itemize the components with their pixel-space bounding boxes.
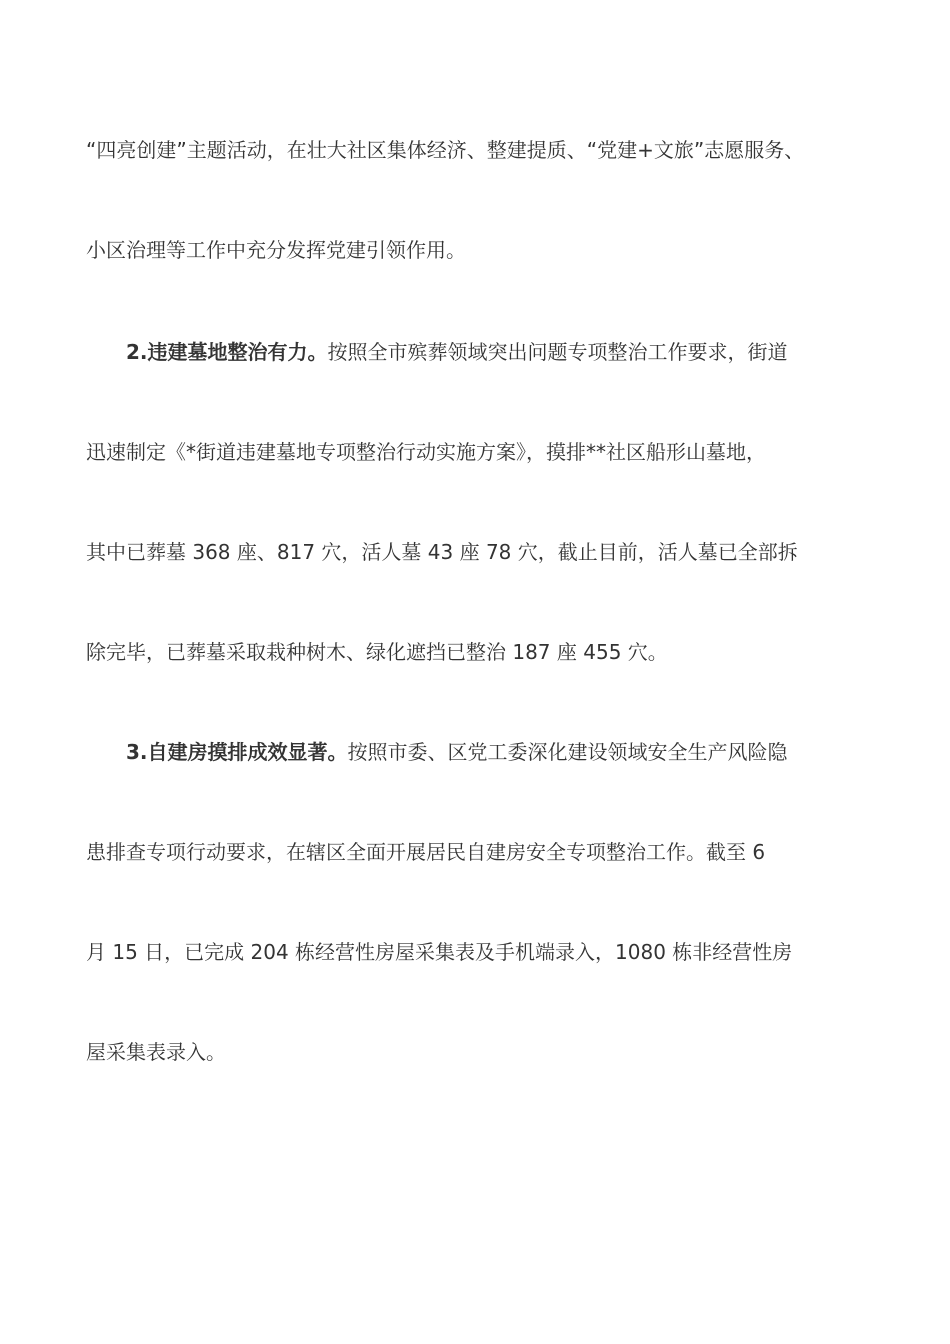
paragraph3-line2: 患排查专项行动要求，在辖区全面开展居民自建房安全专项整治工作。截至 6 (86, 840, 766, 864)
paragraph3-line3: 月 15 日，已完成 204 栋经营性房屋采集表及手机端录入，1080 栋非经营性房 (86, 940, 793, 964)
paragraph3-heading: 3.自建房摸排成效显著。 (126, 740, 348, 764)
paragraph2-heading: 2.违建墓地整治有力。 (126, 340, 328, 364)
paragraph2-line4: 除完毕，已葬墓采取栽种树木、绿化遮挡已整治 187 座 455 穴。 (86, 640, 668, 664)
paragraph1-line2: 小区治理等工作中充分发挥党建引领作用。 (86, 238, 466, 262)
paragraph1-line1: “四亮创建”主题活动，在壮大社区集体经济、整建提质、“党建+文旅”志愿服务、 (86, 138, 805, 162)
paragraph2-line3: 其中已葬墓 368 座、817 穴，活人墓 43 座 78 穴，截止目前，活人墓已全部拆 (86, 540, 798, 564)
paragraph3-line4: 屋采集表录入。 (86, 1040, 226, 1064)
paragraph3-line1 (126, 738, 788, 766)
paragraph3-line1-text: 按照市委、区党工委深化建设领域安全生产风险隐 (347, 740, 788, 764)
paragraph2-line1-text: 按照全市殡葬领域突出问题专项整治工作要求，街道 (327, 340, 788, 364)
paragraph2-line1 (126, 338, 788, 366)
paragraph2-line2: 迅速制定《*街道违建墓地专项整治行动实施方案》，摸排**社区船形山墓地， (86, 440, 766, 464)
